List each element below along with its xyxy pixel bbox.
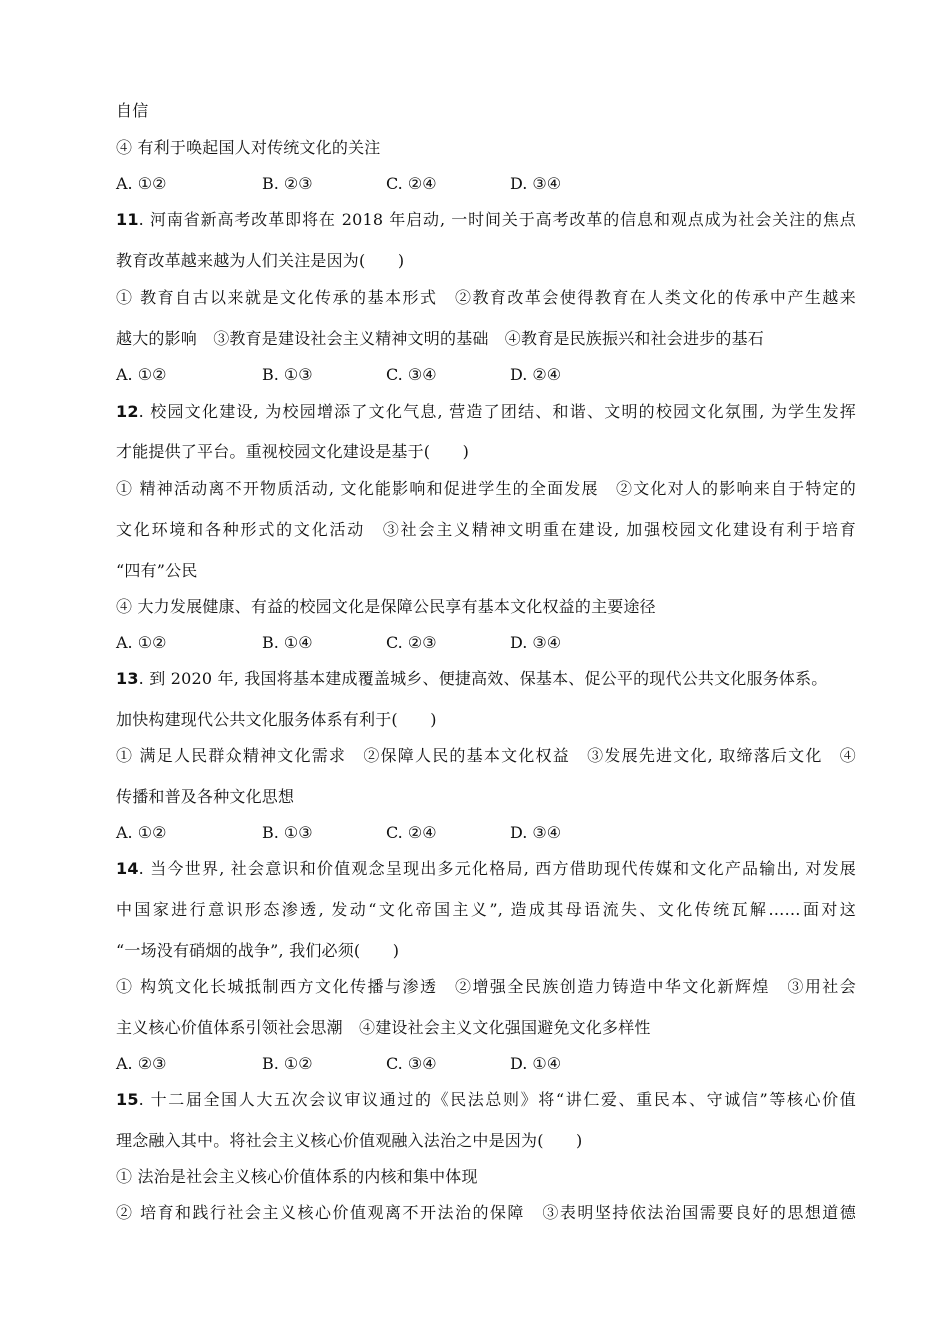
option-d: D. ③④	[510, 823, 562, 842]
text-line: ④ 有利于唤起国人对传统文化的关注	[116, 138, 381, 157]
option-d: D. ①④	[510, 1054, 562, 1073]
question-13-stem: 13. 到 2020 年, 我国将基本建成覆盖城乡、便捷高效、保基本、促公平的现代公共文化服务体系。	[116, 669, 828, 688]
text-line: ① 教育自古以来就是文化传承的基本形式 ②教育改革会使得教育在人类文化的传承中产生越来	[116, 288, 856, 307]
option-b: B. ②③	[262, 174, 313, 193]
option-a: A. ①②	[116, 174, 167, 193]
question-15-stem: 15. 十二届全国人大五次会议审议通过的《民法总则》将“讲仁爱、重民本、守诚信”等核心价值	[116, 1090, 856, 1109]
text-line: ④ 大力发展健康、有益的校园文化是保障公民享有基本文化权益的主要途径	[116, 597, 656, 616]
text-line: 理念融入其中。将社会主义核心价值观融入法治之中是因为( )	[116, 1131, 583, 1150]
text-line: 加快构建现代公共文化服务体系有利于( )	[116, 710, 437, 729]
question-14-stem: 14. 当今世界, 社会意识和价值观念呈现出多元化格局, 西方借助现代传媒和文化产品输出, 对发展	[116, 859, 856, 878]
text-line: “一场没有硝烟的战争”, 我们必须( )	[116, 941, 400, 960]
option-a: A. ①②	[116, 823, 167, 842]
option-d: D. ②④	[510, 365, 562, 384]
text-line: ① 精神活动离不开物质活动, 文化能影响和促进学生的全面发展 ②文化对人的影响来自于特定的	[116, 479, 856, 498]
option-c: C. ②④	[386, 823, 437, 842]
option-d: D. ③④	[510, 174, 562, 193]
question-12-stem: 12. 校园文化建设, 为校园增添了文化气息, 营造了团结、和谐、文明的校园文化氛围, 为学生发挥	[116, 402, 856, 421]
text-line: ① 构筑文化长城抵制西方文化传播与渗透 ②增强全民族创造力铸造中华文化新辉煌 ③用社会	[116, 977, 856, 996]
question-number: 13	[116, 669, 139, 688]
text-line: 越大的影响 ③教育是建设社会主义精神文明的基础 ④教育是民族振兴和社会进步的基石	[116, 329, 765, 348]
option-c: C. ③④	[386, 365, 437, 384]
question-11-stem: 11. 河南省新高考改革即将在 2018 年启动, 一时间关于高考改革的信息和观点成为社会关注的焦点	[116, 210, 856, 229]
text-line: “四有”公民	[116, 561, 198, 580]
question-number: 11	[116, 210, 139, 229]
option-a: A. ①②	[116, 365, 167, 384]
text-line: ② 培育和践行社会主义核心价值观离不开法治的保障 ③表明坚持依法治国需要良好的思想道德	[116, 1203, 856, 1222]
text-line: 主义核心价值体系引领社会思潮 ④建设社会主义文化强国避免文化多样性	[116, 1018, 651, 1037]
option-c: C. ③④	[386, 1054, 437, 1073]
text-line: 文化环境和各种形式的文化活动 ③社会主义精神文明重在建设, 加强校园文化建设有利于培育	[116, 520, 856, 539]
text-line: ① 满足人民群众精神文化需求 ②保障人民的基本文化权益 ③发展先进文化, 取缔落后文化 ④	[116, 746, 856, 765]
option-b: B. ①②	[262, 1054, 313, 1073]
text-line: 传播和普及各种文化思想	[116, 787, 295, 806]
text-line: 教育改革越来越为人们关注是因为( )	[116, 251, 405, 270]
option-b: B. ①④	[262, 633, 313, 652]
question-number: 12	[116, 402, 139, 421]
text-line: 中国家进行意识形态渗透, 发动“文化帝国主义”, 造成其母语流失、文化传统瓦解……面对这	[116, 900, 856, 919]
option-d: D. ③④	[510, 633, 562, 652]
option-b: B. ①③	[262, 823, 313, 842]
question-number: 14	[116, 859, 139, 878]
option-c: C. ②③	[386, 633, 437, 652]
text-line: ① 法治是社会主义核心价值体系的内核和集中体现	[116, 1167, 478, 1186]
option-c: C. ②④	[386, 174, 437, 193]
text-line: 自信	[116, 101, 149, 120]
question-number: 15	[116, 1090, 139, 1109]
option-b: B. ①③	[262, 365, 313, 384]
option-a: A. ①②	[116, 633, 167, 652]
option-a: A. ②③	[116, 1054, 167, 1073]
text-line: 才能提供了平台。重视校园文化建设是基于( )	[116, 442, 470, 461]
